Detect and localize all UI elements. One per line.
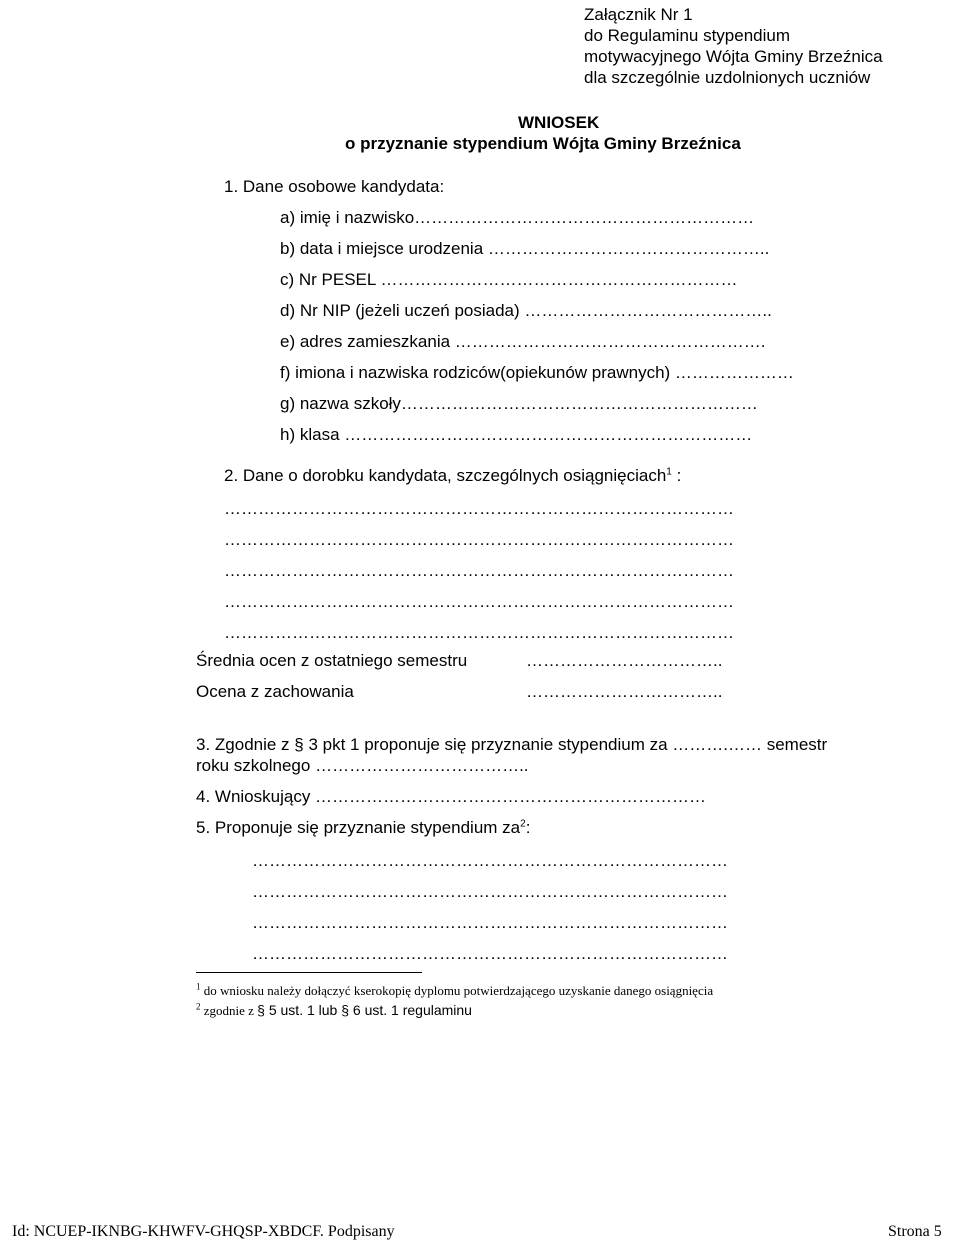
- page-number: Strona 5: [888, 1223, 942, 1240]
- section2-heading: [224, 467, 681, 484]
- section5-heading-text: 5. Proponuje się przyznanie stypendium za: [196, 818, 521, 837]
- achievement-line-2: ………………………………………………………………………………: [224, 530, 734, 549]
- document-subtitle: o przyznanie stypendium Wójta Gminy Brzeźnica: [345, 134, 741, 153]
- average-label: Średnia ocen z ostatniego semestru: [196, 651, 468, 670]
- average-value: ……………………………..: [526, 651, 723, 670]
- document-title: WNIOSEK: [518, 113, 600, 132]
- annex-line-1: Załącznik Nr 1: [584, 5, 693, 24]
- footnote-1-mark: 1: [196, 981, 201, 992]
- behavior-value: ……………………………..: [526, 682, 723, 701]
- footnote-ref-1: 1: [666, 466, 672, 478]
- proposal-line-1: …………………………………………………………………………: [252, 851, 728, 870]
- behavior-label: Ocena z zachowania: [196, 682, 354, 701]
- footnote-ref-2: 2: [520, 818, 526, 830]
- field-pesel: c) Nr PESEL ………………………………………………………: [280, 270, 738, 289]
- footnote-2: [196, 1003, 472, 1017]
- proposal-line-2: …………………………………………………………………………: [252, 882, 728, 901]
- annex-line-2: do Regulaminu stypendium: [584, 26, 791, 45]
- footnote-divider: [196, 972, 422, 973]
- achievement-line-5: ………………………………………………………………………………: [224, 623, 734, 642]
- proposal-line-3: …………………………………………………………………………: [252, 913, 728, 932]
- achievement-line-4: ………………………………………………………………………………: [224, 592, 734, 611]
- annex-line-3: motywacyjnego Wójta Gminy Brzeźnica: [584, 47, 883, 66]
- field-school: g) nazwa szkoły………………………………………………………: [280, 394, 758, 413]
- field-birth: b) data i miejsce urodzenia …………………………………………..: [280, 239, 770, 258]
- achievement-line-3: ………………………………………………………………………………: [224, 561, 734, 580]
- footnote-2-mark: 2: [196, 1001, 201, 1012]
- proposal-line-4: …………………………………………………………………………: [252, 944, 728, 963]
- footnote-1: [196, 981, 714, 998]
- field-name: a) imię i nazwisko……………………………………………………: [280, 208, 755, 227]
- field-nip: d) Nr NIP (jeżeli uczeń posiada) ……………………………………..: [280, 301, 772, 320]
- footnote-2-text-b: § 5 ust. 1 lub § 6 ust. 1 regulaminu: [257, 1002, 472, 1018]
- section4-applicant: 4. Wnioskujący ……………………………………………………………: [196, 787, 707, 806]
- footnote-1-text: do wniosku należy dołączyć kserokopię dyplomu potwierdzającego uzyskanie danego osiągnięcia: [200, 983, 714, 998]
- section5-heading: [196, 819, 530, 836]
- field-class: h) klasa ………………………………………………………………: [280, 425, 753, 444]
- section5-heading-tail: :: [525, 818, 531, 837]
- section2-heading-tail: :: [671, 466, 682, 485]
- field-address: e) adres zamieszkania ……………………………………………….: [280, 332, 766, 351]
- section3-line-2: roku szkolnego ………………………………..: [196, 756, 529, 775]
- footnote-2-text-a: zgodnie z: [200, 1003, 258, 1018]
- section2-heading-text: 2. Dane o dorobku kandydata, szczególnych osiągnięciach: [224, 466, 667, 485]
- annex-line-4: dla szczególnie uzdolnionych uczniów: [584, 68, 871, 87]
- achievement-line-1: ………………………………………………………………………………: [224, 499, 734, 518]
- field-parents: f) imiona i nazwiska rodziców(opiekunów prawnych) …………………: [280, 363, 794, 382]
- section3-line-1: 3. Zgodnie z § 3 pkt 1 proponuje się przyznanie stypendium za ……….…… semestr: [196, 735, 828, 754]
- section1-heading: 1. Dane osobowe kandydata:: [224, 177, 445, 196]
- document-id: Id: NCUEP-IKNBG-KHWFV-GHQSP-XBDCF. Podpisany: [12, 1223, 395, 1240]
